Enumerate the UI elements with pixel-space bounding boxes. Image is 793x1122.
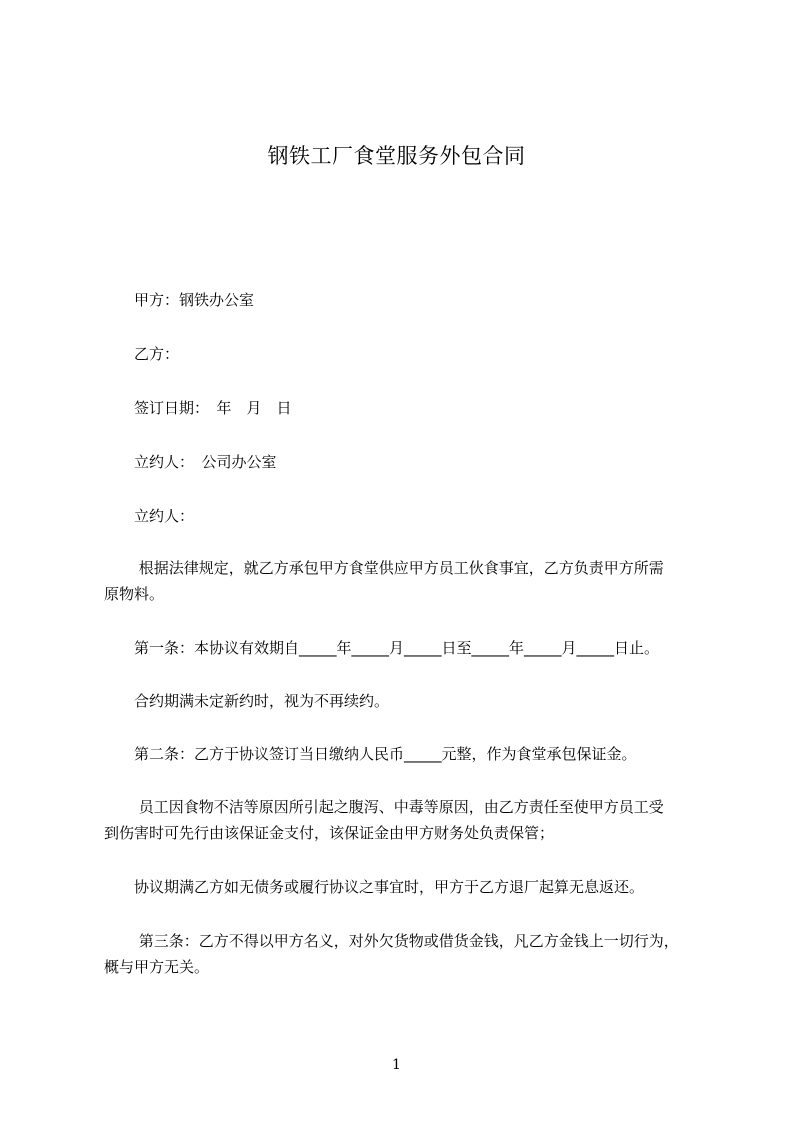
page-number: 1 [392, 1057, 401, 1073]
article-1-note: 合约期满未定新约时，视为不再续约。 [104, 692, 390, 710]
article-2-para-line-1: 员工因食物不洁等原因所引起之腹泻、中毒等原因，由乙方责任至使甲方员工受 [104, 798, 664, 816]
article-3-line-1: 第三条：乙方不得以甲方名义，对外欠货物或借货金钱，凡乙方金钱上一切行为， [104, 932, 679, 950]
article-1: 第一条：本协议有效期自_____年_____月_____日至_____年_____月_____日止。 [104, 639, 660, 657]
sign-date-line: 签订日期： 年 月 日 [104, 399, 292, 417]
document-title: 钢铁工厂食堂服务外包合同 [267, 144, 526, 168]
preamble-line-1: 根据法律规定，就乙方承包甲方食堂供应甲方员工伙食事宜，乙方负责甲方所需 [104, 559, 664, 577]
signer-line-1: 立约人： 公司办公室 [104, 453, 277, 471]
article-2: 第二条：乙方于协议签订当日缴纳人民币_____元整，作为食堂承包保证金。 [104, 745, 637, 763]
article-3-line-2: 概与甲方无关。 [104, 958, 210, 976]
party-b-line: 乙方： [104, 345, 180, 363]
article-2-return: 协议期满乙方如无债务或履行协议之事宜时，甲方于乙方退厂起算无息返还。 [104, 878, 645, 896]
signer-line-2: 立约人： [104, 507, 195, 525]
preamble-line-2: 原物料。 [104, 585, 165, 603]
article-2-para-line-2: 到伤害时可先行由该保证金支付，该保证金由甲方财务处负责保管； [104, 824, 555, 842]
party-a-line: 甲方：钢铁办公室 [104, 291, 255, 309]
